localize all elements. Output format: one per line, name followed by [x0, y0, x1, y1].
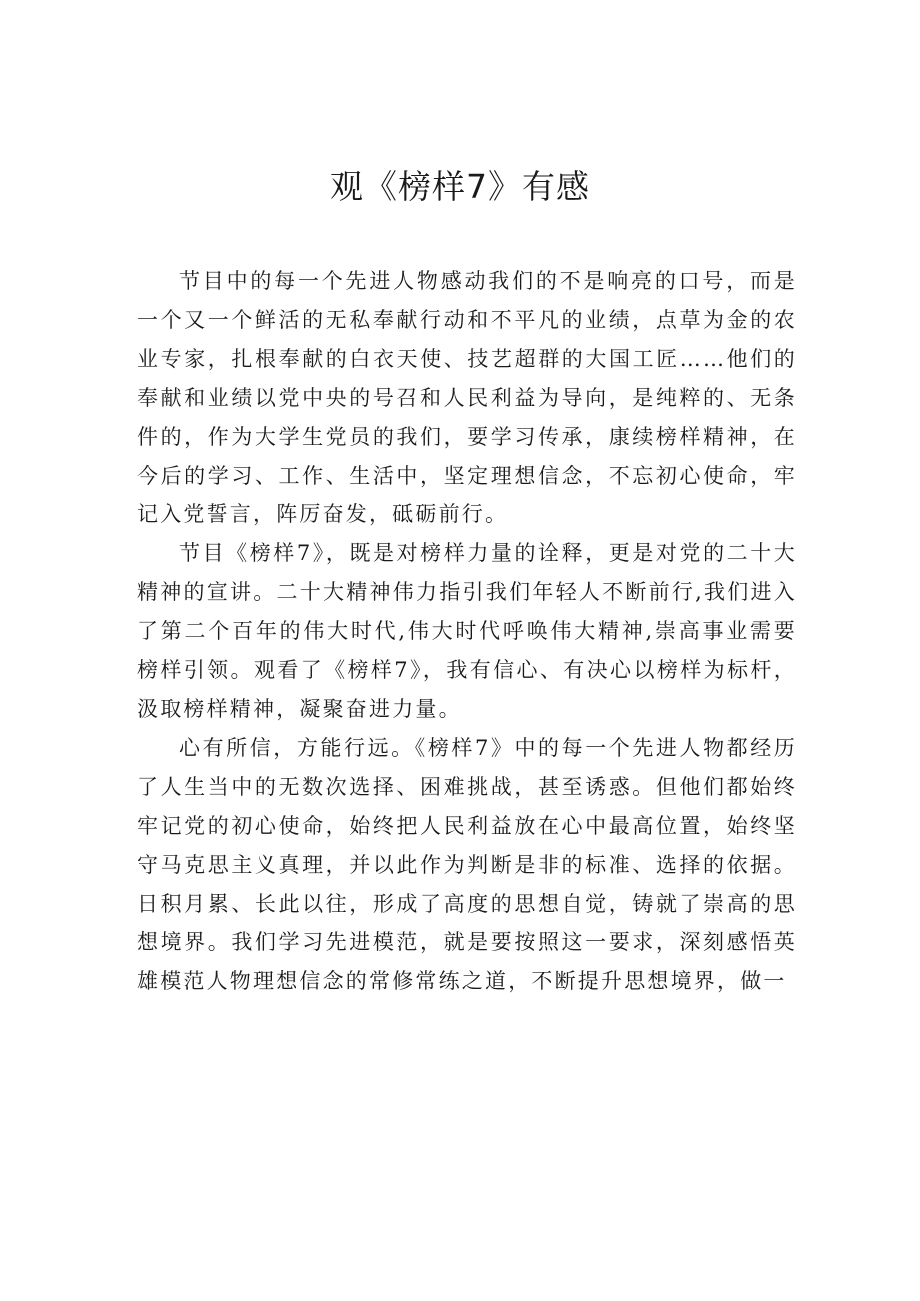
paragraph-2: 节目《榜样7》，既是对榜样力量的诠释，更是对党的二十大精神的宣讲。二十大精神伟力指引我们年轻人不断前行,我们进入了第二个百年的伟大时代,伟大时代呼唤伟大精神,崇高事业需要榜样引领。观看了《榜样7》，我有信心、有决心以榜样为标杆，汲取榜样精神，凝聚奋进力量。 — [137, 541, 797, 721]
document-body — [137, 262, 797, 1001]
paragraph-3: 心有所信，方能行远。《榜样7》中的每一个先进人物都经历了人生当中的无数次选择、困难挑战，甚至诱惑。但他们都始终牢记党的初心使命，始终把人民利益放在心中最高位置，始终坚守马克思主义真理，并以此作为判断是非的标准、选择的依据。日积月累、长此以往，形成了高度的思想自觉，铸就了崇高的思想境界。我们学习先进模范，就是要按照这一要求，深刻感悟英雄模范人物理想信念的常修常练之道，不断提升思想境界，做一 — [137, 735, 797, 994]
paragraph-1: 节目中的每一个先进人物感动我们的不是响亮的口号，而是一个又一个鲜活的无私奉献行动和不平凡的业绩，点草为金的农业专家，扎根奉献的白衣天使、技艺超群的大国工匠……他们的奉献和业绩以党中央的号召和人民利益为导向，是纯粹的、无条件的，作为大学生党员的我们，要学习传承，康续榜样精神，在今后的学习、工作、生活中，坚定理想信念，不忘初心使命，牢记入党誓言，阵厉奋发，砥砺前行。 — [137, 269, 797, 527]
document-title: 观《榜样7》有感 — [330, 167, 590, 206]
